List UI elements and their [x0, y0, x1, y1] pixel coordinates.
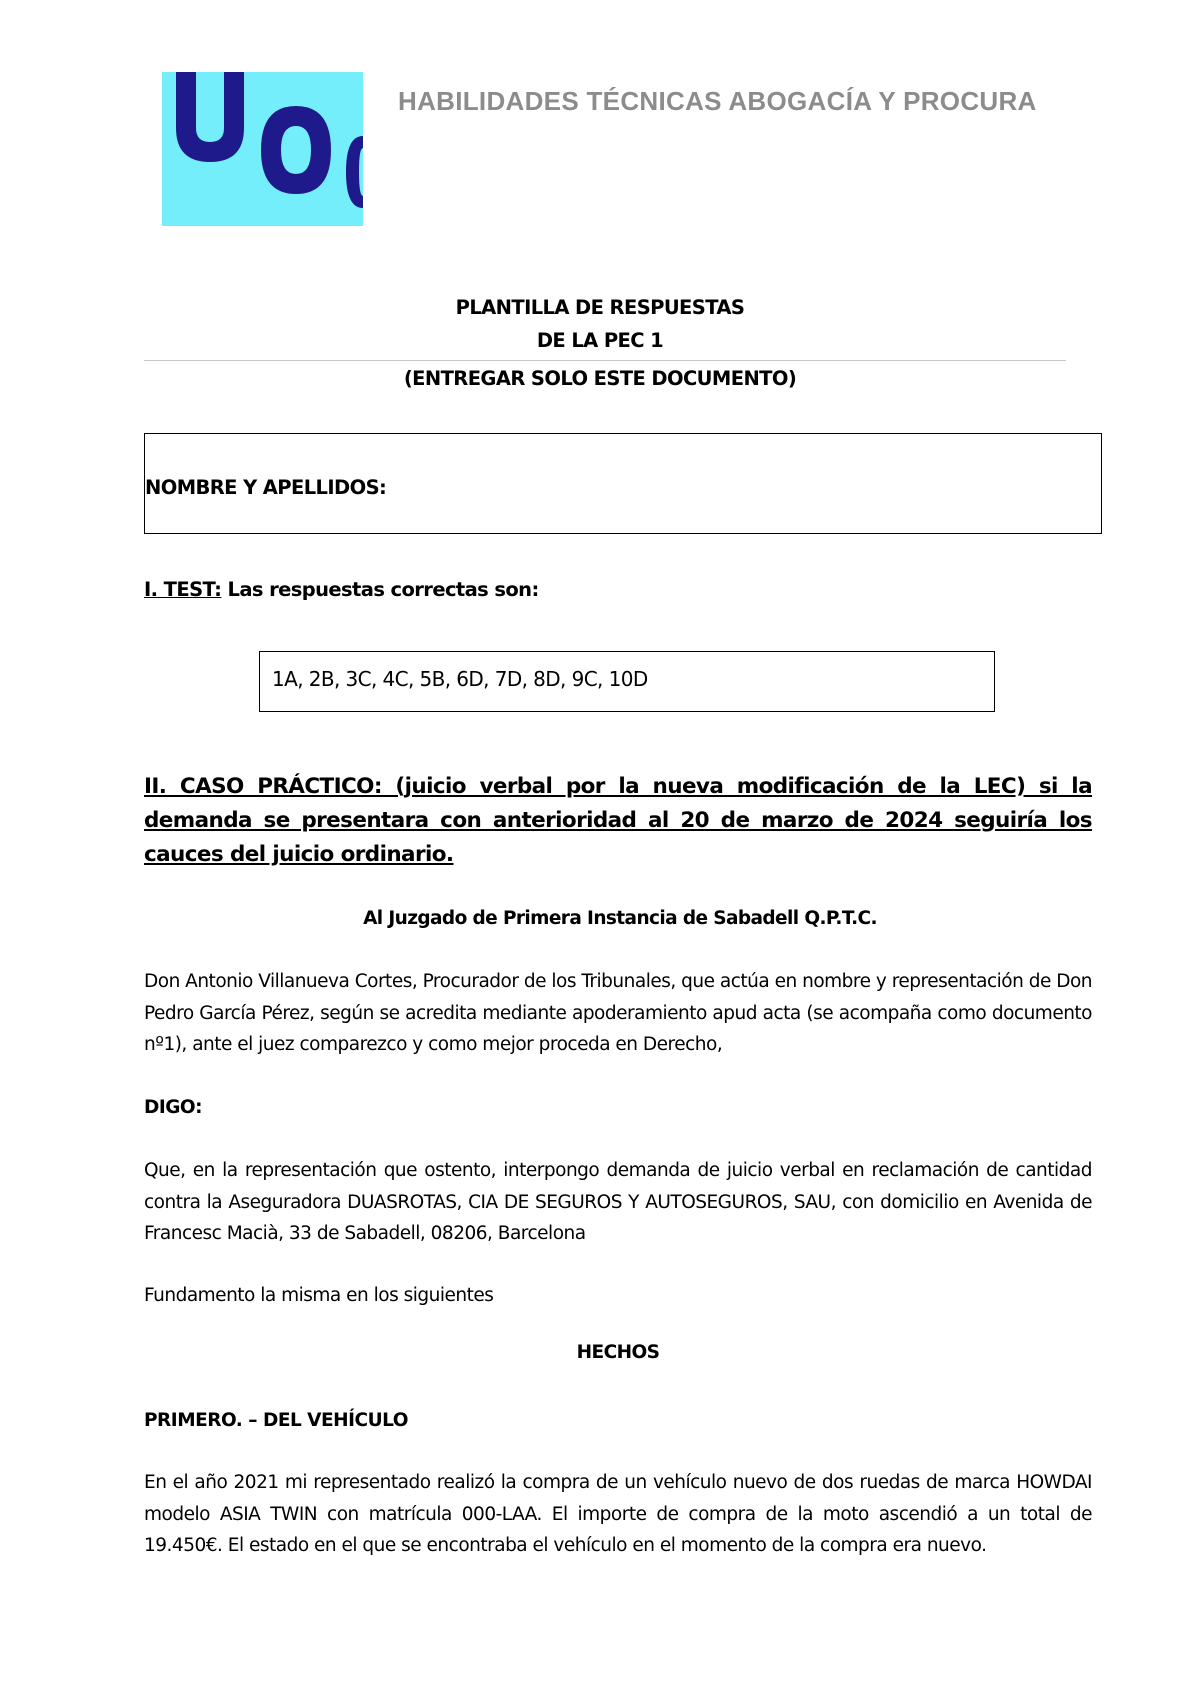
delivery-note: (ENTREGAR SOLO ESTE DOCUMENTO) — [403, 367, 797, 390]
test-answers: 1A, 2B, 3C, 4C, 5B, 6D, 7D, 8D, 9C, 10D — [272, 667, 648, 691]
primero-heading: PRIMERO. – DEL VEHÍCULO — [144, 1410, 408, 1431]
court-addressee: Al Juzgado de Primera Instancia de Sabadell Q.P.T.C. — [363, 908, 877, 929]
name-label: NOMBRE Y APELLIDOS: — [145, 476, 387, 499]
test-label: I. TEST: — [144, 578, 222, 601]
template-subtitle: DE LA PEC 1 — [536, 329, 664, 352]
que-paragraph: Que, en la representación que ostento, interpongo demanda de juicio verbal en reclamación de cantidad contra la Aseguradora DUASROTAS, CIA DE SEGUROS Y AUTOSEGUROS, SAU, con domicilio en Avenida de Francesc Macià, 33 de Sabadell, 08206, Barcelona — [144, 1160, 1092, 1244]
name-box — [144, 433, 1102, 534]
uoc-logo — [162, 72, 363, 226]
title-divider — [144, 360, 1066, 361]
answers-box — [259, 651, 995, 712]
template-title: PLANTILLA DE RESPUESTAS — [455, 296, 745, 319]
intro-paragraph: Don Antonio Villanueva Cortes, Procurador de los Tribunales, que actúa en nombre y representación de Don Pedro García Pérez, según se acredita mediante apoderamiento apud acta (se acompaña como documento nº1), ante el juez comparezco y como mejor proceda en Derecho, — [144, 971, 1092, 1055]
vehiculo-paragraph: En el año 2021 mi representado realizó la compra de un vehículo nuevo de dos ruedas de marca HOWDAI modelo ASIA TWIN con matrícula 000-LAA. El importe de compra de la moto ascendió a un total de 19.450€. El estado en el que se encontraba el vehículo en el momento de la compra era nuevo. — [144, 1472, 1092, 1556]
digo-heading: DIGO: — [144, 1097, 203, 1118]
uoc-logo-graphic — [162, 72, 363, 226]
caso-practico-heading: II. CASO PRÁCTICO: (juicio verbal por la nueva modificación de la LEC) si la demanda se presentara con anterioridad al 20 de marzo de 2024 seguiría los cauces del juicio ordinario. — [144, 774, 1092, 867]
test-text: Las respuestas correctas son: — [221, 578, 539, 601]
test-heading — [144, 578, 539, 601]
course-title: HABILIDADES TÉCNICAS ABOGACÍA Y PROCURA — [398, 86, 1037, 116]
hechos-heading: HECHOS — [576, 1342, 660, 1363]
fundamento-line: Fundamento la misma en los siguientes — [144, 1285, 494, 1306]
